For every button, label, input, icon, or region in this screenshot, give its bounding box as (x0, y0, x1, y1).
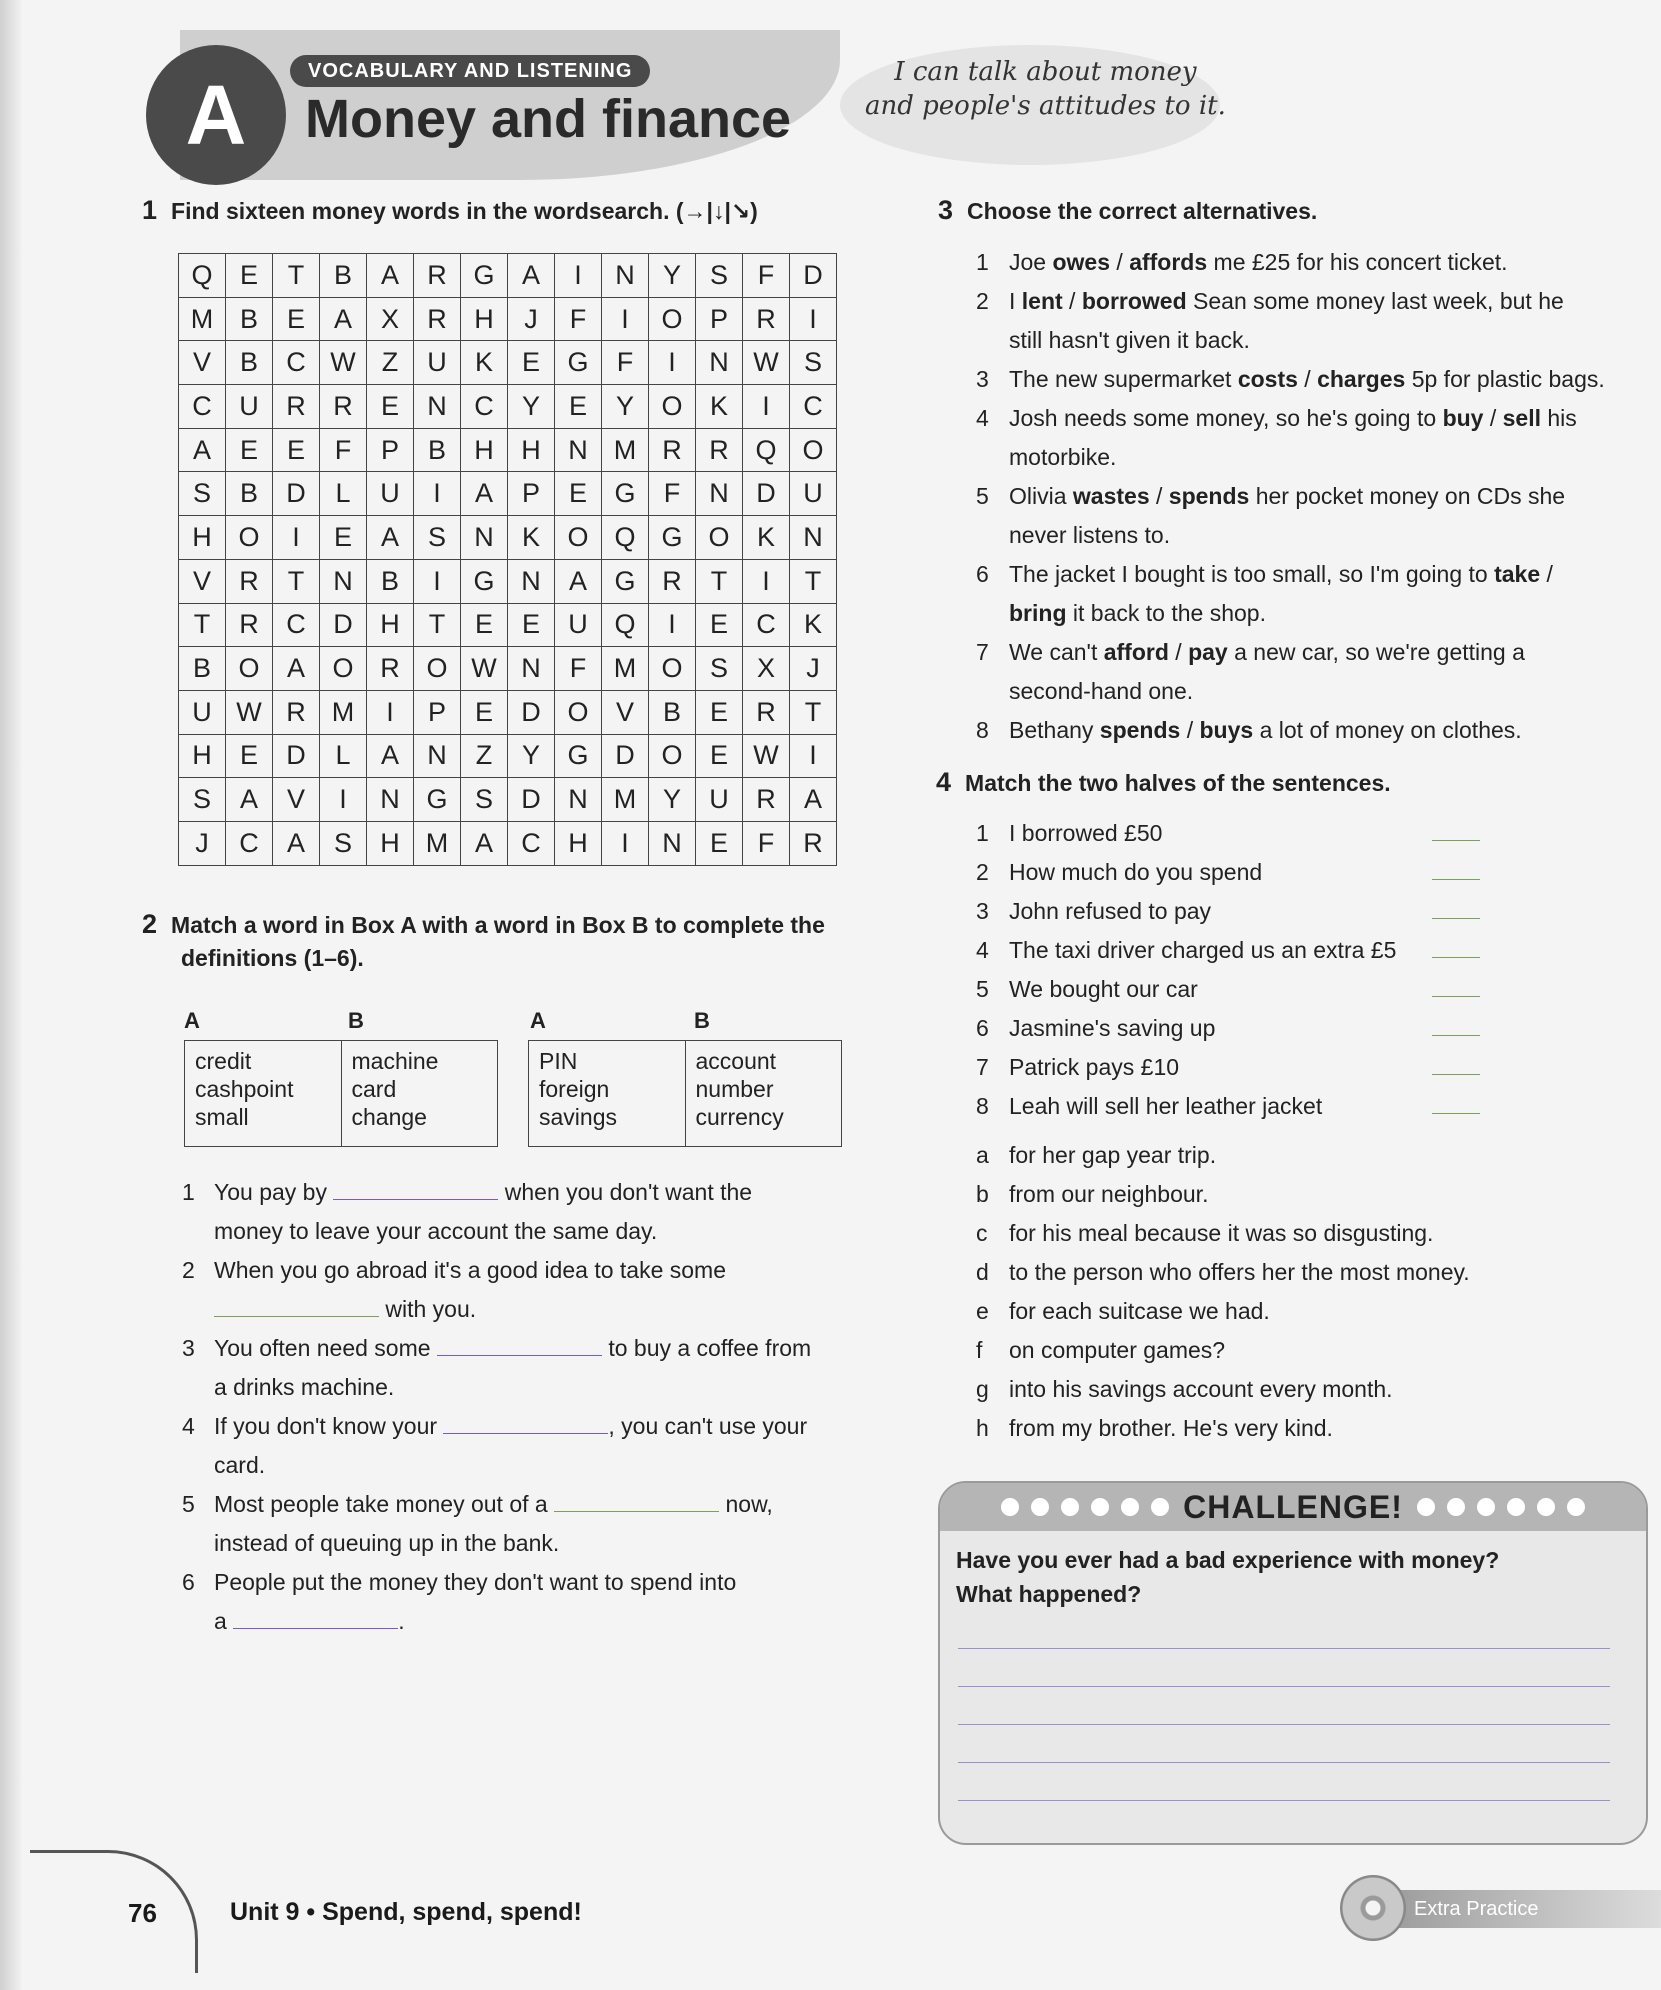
list-item: 7 We can't afford / pay a new car, so we're getting a second-hand one. (976, 639, 1525, 704)
list-item: 4 The taxi driver charged us an extra £5 (976, 931, 1480, 970)
answer-line[interactable] (958, 1800, 1610, 1801)
grid-letter[interactable]: F (743, 254, 790, 298)
grid-letter[interactable]: L (320, 735, 367, 779)
alternative-option[interactable]: afford (1103, 639, 1169, 665)
grid-letter[interactable]: V (179, 341, 226, 385)
list-item: 2 When you go abroad it's a good idea to take some with you. (182, 1257, 726, 1322)
grid-letter[interactable]: F (320, 429, 367, 473)
grid-letter[interactable]: Y (649, 778, 696, 822)
grid-letter[interactable]: F (649, 472, 696, 516)
grid-letter[interactable]: O (696, 516, 743, 560)
grid-letter[interactable]: M (179, 298, 226, 342)
grid-letter[interactable]: C (790, 385, 837, 429)
grid-letter[interactable]: B (179, 647, 226, 691)
grid-letter[interactable]: N (414, 385, 461, 429)
grid-letter[interactable]: I (602, 298, 649, 342)
extra-practice-label: Extra Practice (1380, 1890, 1661, 1928)
grid-letter[interactable]: H (179, 735, 226, 779)
grid-letter[interactable]: O (414, 647, 461, 691)
grid-letter[interactable]: C (273, 604, 320, 648)
grid-letter[interactable]: D (508, 778, 555, 822)
list-item: c for his meal because it was so disgusting. (976, 1220, 1434, 1246)
answer-blank[interactable] (1432, 957, 1480, 958)
grid-letter[interactable]: A (367, 254, 414, 298)
wordsearch-grid (178, 253, 837, 866)
grid-letter[interactable]: S (790, 341, 837, 385)
grid-letter[interactable]: C (461, 385, 508, 429)
grid-letter[interactable]: S (461, 778, 508, 822)
answer-blank[interactable] (1432, 840, 1480, 841)
grid-letter[interactable]: C (226, 822, 273, 866)
grid-letter[interactable]: G (414, 778, 461, 822)
grid-letter[interactable]: R (743, 298, 790, 342)
list-item: 1 I borrowed £50 (976, 814, 1480, 853)
grid-letter[interactable]: R (649, 429, 696, 473)
list-item: 4 Josh needs some money, so he's going to buy / sell his motorbike. (976, 405, 1577, 470)
grid-letter[interactable]: U (367, 472, 414, 516)
grid-letter[interactable]: U (790, 472, 837, 516)
grid-letter[interactable]: A (367, 516, 414, 560)
grid-letter[interactable]: T (273, 254, 320, 298)
grid-letter[interactable]: I (414, 472, 461, 516)
exercise-4-sentence-endings (976, 1136, 1616, 1448)
box-2-column-b: account number currency (685, 1041, 842, 1146)
grid-letter[interactable]: N (508, 560, 555, 604)
exercise-3-heading: 3 Choose the correct alternatives. (938, 195, 1318, 225)
grid-letter[interactable]: C (508, 822, 555, 866)
grid-letter[interactable]: R (226, 604, 273, 648)
alternative-option[interactable]: borrowed (1081, 288, 1187, 314)
alternative-option[interactable]: buy (1442, 405, 1484, 431)
grid-letter[interactable]: L (320, 472, 367, 516)
grid-letter[interactable]: Z (461, 735, 508, 779)
grid-letter[interactable]: I (649, 604, 696, 648)
alternative-option[interactable]: spends (1168, 483, 1250, 509)
grid-letter[interactable]: W (743, 341, 790, 385)
grid-letter[interactable]: K (508, 516, 555, 560)
grid-letter[interactable]: W (320, 341, 367, 385)
grid-letter[interactable]: J (179, 822, 226, 866)
answer-line[interactable] (958, 1724, 1610, 1725)
grid-letter[interactable]: E (696, 822, 743, 866)
grid-letter[interactable]: N (649, 822, 696, 866)
exercise-4-sentence-starts (976, 814, 1480, 1126)
grid-letter[interactable]: R (414, 254, 461, 298)
grid-letter[interactable]: E (696, 735, 743, 779)
grid-letter[interactable]: E (273, 429, 320, 473)
grid-letter[interactable]: N (696, 472, 743, 516)
grid-letter[interactable]: A (179, 429, 226, 473)
grid-letter[interactable]: G (461, 254, 508, 298)
grid-letter[interactable]: I (790, 298, 837, 342)
grid-letter[interactable]: B (226, 298, 273, 342)
box-1-column-b: machine card change (341, 1041, 498, 1146)
grid-letter[interactable]: S (696, 254, 743, 298)
list-item: d to the person who offers her the most money. (976, 1259, 1470, 1285)
grid-letter[interactable]: N (414, 735, 461, 779)
grid-letter[interactable]: I (649, 341, 696, 385)
grid-letter[interactable]: D (273, 472, 320, 516)
answer-line[interactable] (958, 1648, 1610, 1649)
grid-letter[interactable]: I (743, 385, 790, 429)
grid-letter[interactable]: S (696, 647, 743, 691)
answer-line[interactable] (958, 1762, 1610, 1763)
alternative-option[interactable]: pay (1188, 639, 1228, 665)
grid-letter[interactable]: E (367, 385, 414, 429)
grid-letter[interactable]: N (555, 429, 602, 473)
grid-letter[interactable]: H (461, 429, 508, 473)
grid-letter[interactable]: I (414, 560, 461, 604)
grid-letter[interactable]: E (696, 604, 743, 648)
exercise-4-heading: 4 Match the two halves of the sentences. (936, 767, 1391, 797)
grid-letter[interactable]: R (320, 385, 367, 429)
grid-letter[interactable]: D (273, 735, 320, 779)
grid-letter[interactable]: T (696, 560, 743, 604)
grid-letter[interactable]: O (649, 385, 696, 429)
grid-letter[interactable]: D (790, 254, 837, 298)
grid-letter[interactable]: O (790, 429, 837, 473)
grid-letter[interactable]: H (508, 429, 555, 473)
footer-curve (30, 1850, 198, 1973)
grid-letter[interactable]: N (461, 516, 508, 560)
list-item: b from our neighbour. (976, 1181, 1209, 1207)
grid-letter[interactable]: H (367, 822, 414, 866)
list-item: 6 People put the money they don't want to spend into a . (182, 1569, 737, 1634)
grid-letter[interactable]: F (602, 341, 649, 385)
grid-letter[interactable]: O (649, 647, 696, 691)
page-number: 76 (128, 1898, 157, 1928)
grid-letter[interactable]: K (743, 516, 790, 560)
grid-letter[interactable]: C (179, 385, 226, 429)
list-item: 5 We bought our car (976, 970, 1480, 1009)
grid-letter[interactable]: R (414, 298, 461, 342)
list-item: 3 John refused to pay (976, 892, 1480, 931)
exercise-2-items (182, 1173, 862, 1641)
grid-letter[interactable]: J (790, 647, 837, 691)
answer-blank[interactable] (443, 1409, 608, 1434)
grid-letter[interactable]: P (414, 691, 461, 735)
decorative-dots (1417, 1498, 1585, 1516)
list-item: f on computer games? (976, 1337, 1226, 1363)
list-item: 6 The jacket I bought is too small, so I'm going to take / bring it back to the shop. (976, 561, 1553, 626)
grid-letter[interactable]: E (226, 735, 273, 779)
alternative-option[interactable]: affords (1129, 249, 1208, 275)
grid-letter[interactable]: E (226, 254, 273, 298)
grid-letter[interactable]: I (743, 560, 790, 604)
grid-letter[interactable]: I (320, 778, 367, 822)
grid-letter[interactable]: R (790, 822, 837, 866)
alternative-option[interactable]: spends (1099, 717, 1181, 743)
alternative-option[interactable]: take (1494, 561, 1541, 587)
grid-letter[interactable]: P (696, 298, 743, 342)
grid-letter[interactable]: A (461, 822, 508, 866)
list-item: 5 Olivia wastes / spends her pocket money on CDs she never listens to. (976, 483, 1566, 548)
box-1-column-a: credit cashpoint small (195, 1048, 294, 1130)
list-item: 2 How much do you spend (976, 853, 1480, 892)
grid-letter[interactable]: N (367, 778, 414, 822)
grid-letter[interactable]: M (602, 647, 649, 691)
unit-letter-badge: A (146, 45, 286, 185)
grid-letter[interactable]: E (508, 341, 555, 385)
challenge-box (938, 1481, 1648, 1845)
grid-letter[interactable]: Z (367, 341, 414, 385)
grid-letter[interactable]: S (179, 472, 226, 516)
grid-letter[interactable]: W (461, 647, 508, 691)
can-do-statement: I can talk about money and people's attitudes to it. (865, 57, 1226, 121)
box-2-column-a: PIN foreign savings (539, 1048, 617, 1130)
grid-letter[interactable]: I (555, 254, 602, 298)
grid-letter[interactable]: Y (508, 385, 555, 429)
grid-letter[interactable]: N (790, 516, 837, 560)
grid-letter[interactable]: P (508, 472, 555, 516)
grid-letter[interactable]: P (367, 429, 414, 473)
grid-letter[interactable]: Q (179, 254, 226, 298)
grid-letter[interactable]: G (461, 560, 508, 604)
alternative-option[interactable]: owes (1052, 249, 1111, 275)
grid-letter[interactable]: J (508, 298, 555, 342)
list-item: 5 Most people take money out of a now, instead of queuing up in the bank. (182, 1485, 862, 1563)
grid-letter[interactable]: D (508, 691, 555, 735)
grid-letter[interactable]: O (649, 735, 696, 779)
grid-letter[interactable]: H (179, 516, 226, 560)
box-1-label-a: A (184, 1008, 200, 1033)
list-item: 7 Patrick pays £10 (976, 1048, 1480, 1087)
grid-letter[interactable]: Y (508, 735, 555, 779)
grid-letter[interactable]: E (461, 691, 508, 735)
box-2-label-b: B (694, 1008, 710, 1033)
grid-letter[interactable]: G (602, 472, 649, 516)
grid-letter[interactable]: Y (649, 254, 696, 298)
grid-letter[interactable]: W (743, 735, 790, 779)
grid-letter[interactable]: R (696, 429, 743, 473)
answer-line[interactable] (958, 1686, 1610, 1687)
grid-letter[interactable]: A (508, 254, 555, 298)
grid-letter[interactable]: E (320, 516, 367, 560)
grid-letter[interactable]: N (696, 341, 743, 385)
grid-letter[interactable]: O (555, 691, 602, 735)
list-item: 8 Bethany spends / buys a lot of money on clothes. (976, 717, 1522, 743)
grid-letter[interactable]: O (226, 516, 273, 560)
grid-letter[interactable]: E (508, 604, 555, 648)
list-item: a for her gap year trip. (976, 1142, 1217, 1168)
grid-letter[interactable]: T (790, 691, 837, 735)
exercise-1-heading: 1 Find sixteen money words in the wordsearch. (→|↓|↘) (142, 195, 758, 225)
grid-letter[interactable]: R (649, 560, 696, 604)
grid-letter[interactable]: N (602, 254, 649, 298)
grid-letter[interactable]: E (555, 385, 602, 429)
grid-letter[interactable]: E (555, 472, 602, 516)
grid-letter[interactable]: M (320, 691, 367, 735)
word-box-2 (528, 1040, 842, 1147)
grid-letter[interactable]: N (508, 647, 555, 691)
grid-letter[interactable]: V (273, 778, 320, 822)
answer-blank[interactable] (1432, 1035, 1480, 1036)
grid-letter[interactable]: F (555, 647, 602, 691)
grid-letter[interactable]: R (743, 778, 790, 822)
grid-letter[interactable]: I (602, 822, 649, 866)
grid-letter[interactable]: H (367, 604, 414, 648)
grid-letter[interactable]: R (367, 647, 414, 691)
grid-letter[interactable]: U (414, 341, 461, 385)
alternative-option[interactable]: charges (1317, 366, 1406, 392)
answer-blank[interactable] (1432, 1074, 1480, 1075)
grid-letter[interactable]: V (179, 560, 226, 604)
grid-letter[interactable]: U (226, 385, 273, 429)
grid-letter[interactable]: R (226, 560, 273, 604)
grid-letter[interactable]: T (273, 560, 320, 604)
grid-letter[interactable]: C (273, 341, 320, 385)
grid-letter[interactable]: H (461, 298, 508, 342)
exercise-3-items (976, 243, 1656, 750)
grid-letter[interactable]: A (320, 298, 367, 342)
grid-letter[interactable]: E (696, 691, 743, 735)
grid-letter[interactable]: K (696, 385, 743, 429)
grid-letter[interactable]: B (226, 341, 273, 385)
grid-letter[interactable]: N (555, 778, 602, 822)
alternative-option[interactable]: wastes (1072, 483, 1150, 509)
grid-letter[interactable]: O (226, 647, 273, 691)
answer-blank[interactable] (233, 1604, 398, 1629)
list-item: 1 Joe owes / affords me £25 for his concert ticket. (976, 249, 1508, 275)
grid-letter[interactable]: M (602, 429, 649, 473)
list-item: 3 You often need some to buy a coffee from a drinks machine. (182, 1329, 862, 1407)
answer-blank[interactable] (1432, 996, 1480, 997)
grid-letter[interactable]: S (179, 778, 226, 822)
list-item: 1 You pay by when you don't want the money to leave your account the same day. (182, 1173, 862, 1251)
exercise-2-heading: 2 Match a word in Box A with a word in Box B to complete the definitions (1–6). (142, 909, 825, 971)
grid-letter[interactable]: K (461, 341, 508, 385)
list-item: e for each suitcase we had. (976, 1298, 1270, 1324)
grid-letter[interactable]: X (743, 647, 790, 691)
grid-letter[interactable]: G (649, 516, 696, 560)
grid-letter[interactable]: I (273, 516, 320, 560)
grid-letter[interactable]: H (555, 822, 602, 866)
list-item: 4 If you don't know your , you can't use your card. (182, 1407, 862, 1485)
grid-letter[interactable]: K (790, 604, 837, 648)
grid-letter[interactable]: R (273, 385, 320, 429)
alternative-option[interactable]: bring (1009, 600, 1067, 626)
grid-letter[interactable]: T (790, 560, 837, 604)
grid-letter[interactable]: T (179, 604, 226, 648)
grid-letter[interactable]: U (696, 778, 743, 822)
grid-letter[interactable]: D (743, 472, 790, 516)
grid-letter[interactable]: D (320, 604, 367, 648)
section-label: VOCABULARY AND LISTENING (290, 55, 650, 87)
grid-letter[interactable]: S (414, 516, 461, 560)
grid-letter[interactable]: X (367, 298, 414, 342)
unit-label: Unit 9 • Spend, spend, spend! (230, 1898, 582, 1926)
answer-blank[interactable] (437, 1331, 602, 1356)
word-box-1 (184, 1040, 498, 1147)
grid-letter[interactable]: R (743, 691, 790, 735)
grid-letter[interactable]: S (320, 822, 367, 866)
box-1-label-b: B (348, 1008, 364, 1033)
alternative-option[interactable]: lent (1021, 288, 1063, 314)
grid-letter[interactable]: F (743, 822, 790, 866)
grid-letter[interactable]: B (367, 560, 414, 604)
grid-letter[interactable]: E (273, 298, 320, 342)
grid-letter[interactable]: Q (602, 516, 649, 560)
list-item: 8 Leah will sell her leather jacket (976, 1087, 1480, 1126)
grid-letter[interactable]: B (226, 472, 273, 516)
list-item: 2 I lent / borrowed Sean some money last week, but he still hasn't given it back. (976, 288, 1564, 353)
grid-letter[interactable]: U (555, 604, 602, 648)
cd-icon (1340, 1875, 1406, 1941)
grid-letter[interactable]: A (367, 735, 414, 779)
grid-letter[interactable]: G (602, 560, 649, 604)
grid-letter[interactable]: F (555, 298, 602, 342)
answer-blank[interactable] (1432, 918, 1480, 919)
grid-letter[interactable]: A (555, 560, 602, 604)
grid-letter[interactable]: R (273, 691, 320, 735)
grid-letter[interactable]: D (602, 735, 649, 779)
list-item: g into his savings account every month. (976, 1376, 1393, 1402)
grid-letter[interactable]: Q (602, 604, 649, 648)
grid-letter[interactable]: V (602, 691, 649, 735)
answer-blank[interactable] (1432, 879, 1480, 880)
grid-letter[interactable]: W (226, 691, 273, 735)
challenge-question: Have you ever had a bad experience with money? What happened? (956, 1547, 1500, 1607)
grid-letter[interactable]: A (226, 778, 273, 822)
grid-letter[interactable]: N (320, 560, 367, 604)
grid-letter[interactable]: I (790, 735, 837, 779)
decorative-dots (1001, 1498, 1169, 1516)
grid-letter[interactable]: M (414, 822, 461, 866)
grid-letter[interactable]: A (273, 822, 320, 866)
challenge-header (940, 1483, 1646, 1531)
grid-letter[interactable]: T (414, 604, 461, 648)
grid-letter[interactable]: A (790, 778, 837, 822)
page-spine (0, 0, 22, 1990)
grid-letter[interactable]: Q (743, 429, 790, 473)
list-item: h from my brother. He's very kind. (976, 1415, 1333, 1441)
grid-letter[interactable]: O (320, 647, 367, 691)
grid-letter[interactable]: U (179, 691, 226, 735)
grid-letter[interactable]: G (555, 735, 602, 779)
grid-letter[interactable]: M (602, 778, 649, 822)
grid-letter[interactable]: A (273, 647, 320, 691)
grid-letter[interactable]: B (320, 254, 367, 298)
list-item: 6 Jasmine's saving up (976, 1009, 1480, 1048)
alternative-option[interactable]: sell (1502, 405, 1541, 431)
list-item: 3 The new supermarket costs / charges 5p for plastic bags. (976, 366, 1605, 392)
grid-letter[interactable]: C (743, 604, 790, 648)
grid-letter[interactable]: I (367, 691, 414, 735)
box-2-label-a: A (530, 1008, 546, 1033)
page-title: Money and finance (305, 89, 792, 149)
challenge-title: CHALLENGE! (1183, 1488, 1403, 1525)
answer-blank[interactable] (1432, 1113, 1480, 1114)
grid-letter[interactable]: O (555, 516, 602, 560)
grid-letter[interactable]: E (461, 604, 508, 648)
answer-blank[interactable] (214, 1292, 379, 1317)
grid-letter[interactable]: Y (602, 385, 649, 429)
grid-letter[interactable]: A (461, 472, 508, 516)
grid-letter[interactable]: B (649, 691, 696, 735)
answer-blank[interactable] (554, 1487, 719, 1512)
alternative-option[interactable]: buys (1199, 717, 1254, 743)
alternative-option[interactable]: costs (1237, 366, 1298, 392)
grid-letter[interactable]: E (226, 429, 273, 473)
grid-letter[interactable]: O (649, 298, 696, 342)
answer-blank[interactable] (333, 1175, 498, 1200)
grid-letter[interactable]: B (414, 429, 461, 473)
grid-letter[interactable]: G (555, 341, 602, 385)
